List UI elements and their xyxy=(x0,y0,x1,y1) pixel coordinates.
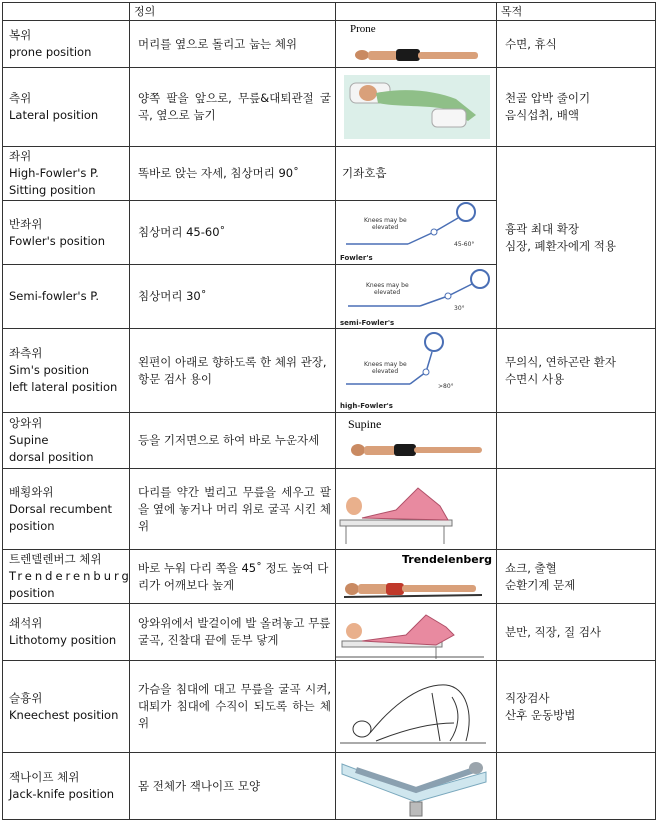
supine-illustration xyxy=(336,414,496,468)
position-name: 잭나이프 체위 Jack-knife position xyxy=(3,753,130,820)
angle-label: >80° xyxy=(438,382,454,390)
table-row xyxy=(3,413,656,469)
diagram-caption: semi-Fowler's xyxy=(340,318,395,327)
position-name: 좌위 High-Fowler's P. Sitting position xyxy=(3,147,130,201)
knee-note: Knees may be xyxy=(364,216,407,224)
position-image xyxy=(336,329,497,413)
position-purpose: 흉곽 최대 확장 심장, 폐환자에게 적용 xyxy=(497,147,656,329)
position-definition: 바로 누워 다리 쪽을 45˚ 정도 높여 다리가 어깨보다 높게 xyxy=(130,550,336,604)
lithotomy-illustration xyxy=(336,605,496,659)
position-image xyxy=(336,550,497,604)
position-purpose: 무의식, 연하곤란 환자 수면시 사용 xyxy=(497,329,656,413)
table-row xyxy=(3,21,656,68)
position-definition: 다리를 약간 벌리고 무릎을 세우고 팔을 옆에 놓거나 머리 위로 굴곡 시킨 체위 xyxy=(130,469,336,550)
position-image xyxy=(336,661,497,753)
table-row xyxy=(3,329,656,413)
table-row xyxy=(3,661,656,753)
dorsal-recumbent-illustration xyxy=(336,470,496,548)
lateral-illustration xyxy=(336,69,496,145)
table-row xyxy=(3,550,656,604)
position-image xyxy=(336,413,497,469)
header-image xyxy=(336,3,497,21)
position-definition: 양쪽 팔을 앞으로, 무릎&대퇴관절 굴곡, 옆으로 눕기 xyxy=(130,68,336,147)
svg-text:elevated: elevated xyxy=(372,367,399,375)
position-purpose-empty xyxy=(497,469,656,550)
position-name: 배횡와위 Dorsal recumbent position xyxy=(3,469,130,550)
position-definition: 몸 전체가 잭나이프 모양 xyxy=(130,753,336,820)
trendelenburg-illustration xyxy=(336,551,496,603)
diagram-caption: high-Fowler's xyxy=(340,401,393,410)
prone-illustration xyxy=(336,21,496,67)
trendelenburg-label: Trendelenberg xyxy=(402,552,493,566)
kneechest-illustration xyxy=(336,663,496,751)
position-name: 반좌위 Fowler's position xyxy=(3,201,130,265)
position-name: 앙와위 Supine dorsal position xyxy=(3,413,130,469)
table-row xyxy=(3,147,656,201)
position-purpose: 분만, 직장, 질 검사 xyxy=(497,604,656,661)
position-purpose: 수면, 휴식 xyxy=(497,21,656,68)
header-purpose: 목적 xyxy=(497,3,656,21)
position-definition: 머리를 옆으로 돌리고 눕는 체위 xyxy=(130,21,336,68)
angle-label: 30° xyxy=(454,304,465,312)
svg-text:elevated: elevated xyxy=(372,223,399,231)
position-purpose: 쇼크, 출혈 순환기계 문제 xyxy=(497,550,656,604)
position-definition: 앙와위에서 발걸이에 발 올려놓고 무릎 굴곡, 진찰대 끝에 둔부 닿게 xyxy=(130,604,336,661)
supine-label: Supine xyxy=(348,416,382,431)
position-definition: 똑바로 앉는 자세, 침상머리 90˚ xyxy=(130,147,336,201)
positions-table xyxy=(2,2,656,820)
table-row xyxy=(3,604,656,661)
position-name: 슬흉위 Kneechest position xyxy=(3,661,130,753)
position-image xyxy=(336,604,497,661)
jackknife-illustration xyxy=(336,754,496,818)
table-row xyxy=(3,469,656,550)
fowler-diagram xyxy=(336,202,496,264)
position-image xyxy=(336,469,497,550)
position-definition: 침상머리 30˚ xyxy=(130,265,336,329)
angle-label: 45-60° xyxy=(454,240,475,248)
svg-text:Knees may be: Knees may be xyxy=(366,281,409,289)
position-name: 측위 Lateral position xyxy=(3,68,130,147)
diagram-caption: Fowler's xyxy=(340,253,373,262)
position-name: 복위 prone position xyxy=(3,21,130,68)
header-definition: 정의 xyxy=(130,3,336,21)
position-image-text: 기좌호흡 xyxy=(336,147,497,201)
position-image xyxy=(336,201,497,265)
high-fowler-diagram xyxy=(336,330,496,412)
position-image xyxy=(336,21,497,68)
position-purpose-empty xyxy=(497,753,656,820)
table-row xyxy=(3,753,656,820)
position-name: 좌측위 Sim's position left lateral position xyxy=(3,329,130,413)
position-definition: 왼편이 아래로 향하도록 한 체위 관장, 항문 검사 용이 xyxy=(130,329,336,413)
position-image xyxy=(336,68,497,147)
position-purpose: 직장검사 산후 운동방법 xyxy=(497,661,656,753)
header-row xyxy=(3,3,656,21)
semi-fowler-diagram xyxy=(336,266,496,328)
position-definition: 가슴을 침대에 대고 무릎을 굴곡 시켜, 대퇴가 침대에 수직이 되도록 하는 체위 xyxy=(130,661,336,753)
prone-label: Prone xyxy=(350,23,376,35)
position-definition: 침상머리 45-60˚ xyxy=(130,201,336,265)
position-definition: 등을 기저면으로 하여 바로 누운자세 xyxy=(130,413,336,469)
position-name: 쇄석위 Lithotomy position xyxy=(3,604,130,661)
position-purpose-empty xyxy=(497,413,656,469)
position-purpose: 천골 압박 줄이기 음식섭취, 배액 xyxy=(497,68,656,147)
table-row xyxy=(3,68,656,147)
svg-text:Knees may be: Knees may be xyxy=(364,360,407,368)
position-image xyxy=(336,753,497,820)
svg-text:elevated: elevated xyxy=(374,288,401,296)
position-name: 트렌델렌버그 체위 Trenderenburg position xyxy=(3,550,130,604)
position-name: Semi-fowler's P. xyxy=(3,265,130,329)
header-name xyxy=(3,3,130,21)
position-image xyxy=(336,265,497,329)
